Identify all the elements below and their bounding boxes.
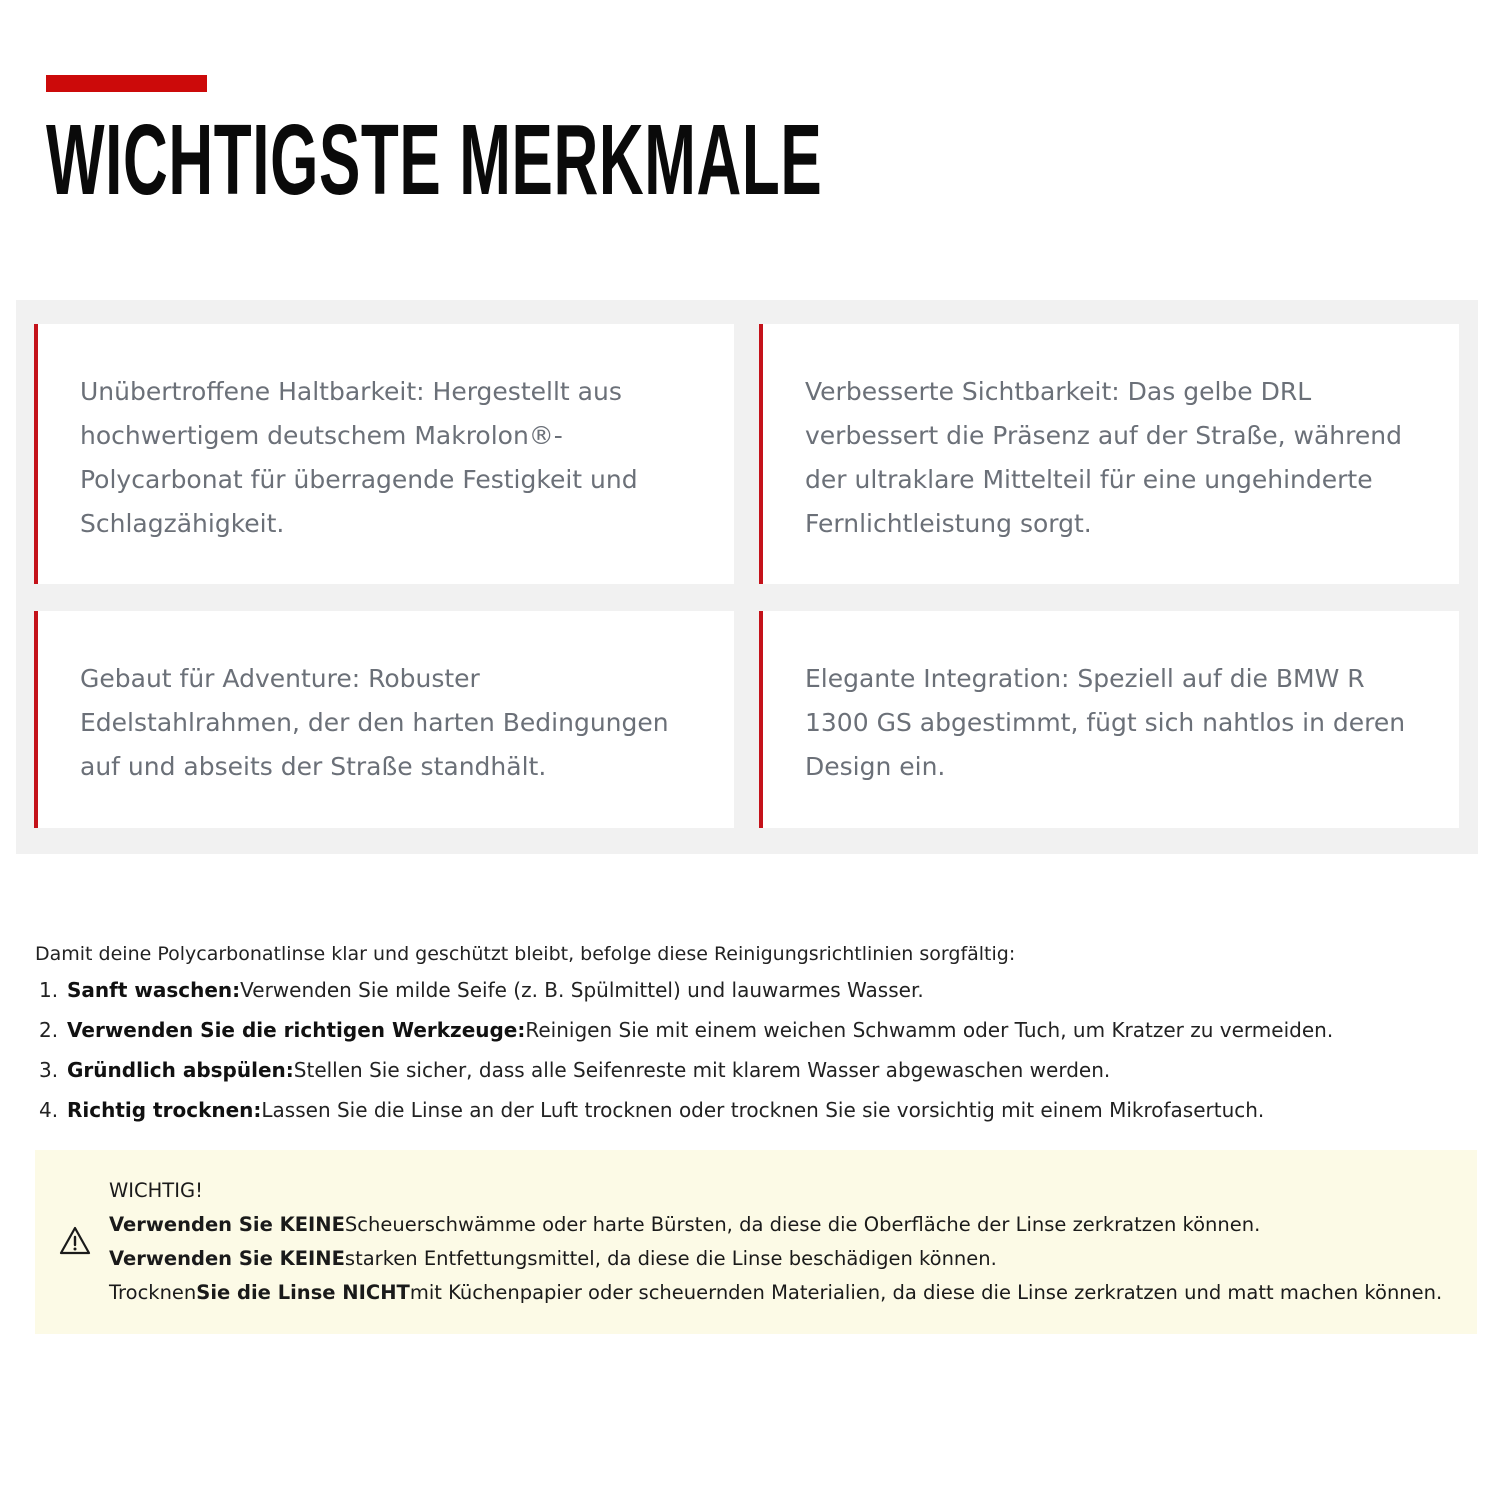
warning-text: Scheuerschwämme oder harte Bürsten, da diese die Oberfläche der Linse zerkratzen können. xyxy=(344,1213,1261,1236)
step-text: Stellen Sie sicher, dass alle Seifenreste mit klarem Wasser abgewaschen werden. xyxy=(293,1058,1111,1082)
step-number: 3. xyxy=(39,1058,59,1082)
feature-text: Elegante Integration: Speziell auf die BMW R 1300 GS abgestimmt, fügt sich nahtlos in deren Design ein. xyxy=(805,664,1406,781)
features-grid xyxy=(16,300,1478,854)
warning-line xyxy=(109,1242,1469,1276)
feature-text: Gebaut für Adventure: Robuster Edelstahlrahmen, der den harten Bedingungen auf und abseits der Straße standhält. xyxy=(80,664,669,781)
step-label: Verwenden Sie die richtigen Werkzeuge: xyxy=(67,1018,526,1042)
step-text: Reinigen Sie mit einem weichen Schwamm oder Tuch, um Kratzer zu vermeiden. xyxy=(525,1018,1334,1042)
cleaning-intro: Damit deine Polycarbonatlinse klar und geschützt bleibt, befolge diese Reinigungsrichtlinien sorgfältig: xyxy=(35,943,1016,965)
step-text: Lassen Sie die Linse an der Luft trocknen oder trocknen Sie sie vorsichtig mit einem Mikrofasertuch. xyxy=(261,1098,1265,1122)
step-label: Richtig trocknen: xyxy=(67,1098,262,1122)
feature-card xyxy=(34,324,734,584)
feature-card xyxy=(34,611,734,828)
step-number: 4. xyxy=(39,1098,59,1122)
step-label: Gründlich abspülen: xyxy=(67,1058,294,1082)
cleaning-instructions xyxy=(35,938,1475,1130)
warning-emphasis: Verwenden Sie KEINE xyxy=(109,1213,345,1236)
list-item xyxy=(35,970,1475,1010)
warning-content xyxy=(109,1174,1469,1310)
list-item xyxy=(35,1090,1475,1130)
warning-line xyxy=(109,1276,1469,1310)
warning-text: Trocknen xyxy=(109,1281,197,1304)
step-number: 1. xyxy=(39,978,59,1002)
feature-card xyxy=(759,611,1459,828)
page-title: WICHTIGSTE MERKMALE xyxy=(46,104,823,216)
step-label: Sanft waschen: xyxy=(67,978,241,1002)
warning-emphasis: Sie die Linse NICHT xyxy=(196,1281,410,1304)
warning-line xyxy=(109,1208,1469,1242)
feature-text: Unübertroffene Haltbarkeit: Hergestellt aus hochwertigem deutschem Makrolon®-Polycarbonat für überragende Festigkeit und Schlagzähigkeit. xyxy=(80,377,638,538)
step-text: Verwenden Sie milde Seife (z. B. Spülmittel) und lauwarmes Wasser. xyxy=(240,978,924,1002)
warning-heading: WICHTIG! xyxy=(109,1179,203,1202)
feature-text: Verbesserte Sichtbarkeit: Das gelbe DRL verbessert die Präsenz auf der Straße, während der ultraklare Mittelteil für eine ungehinderte Fernlichtleistung sorgt. xyxy=(805,377,1402,538)
warning-emphasis: Verwenden Sie KEINE xyxy=(109,1247,345,1270)
warning-text: starken Entfettungsmittel, da diese die Linse beschädigen können. xyxy=(344,1247,997,1270)
list-item xyxy=(35,1010,1475,1050)
step-number: 2. xyxy=(39,1018,59,1042)
list-item xyxy=(35,1050,1475,1090)
warning-callout xyxy=(35,1150,1477,1334)
warning-text: mit Küchenpapier oder scheuernden Materialien, da diese die Linse zerkratzen und matt machen können. xyxy=(409,1281,1443,1304)
warning-triangle-icon xyxy=(59,1226,91,1256)
cleaning-steps-list xyxy=(35,970,1475,1130)
feature-card xyxy=(759,324,1459,584)
